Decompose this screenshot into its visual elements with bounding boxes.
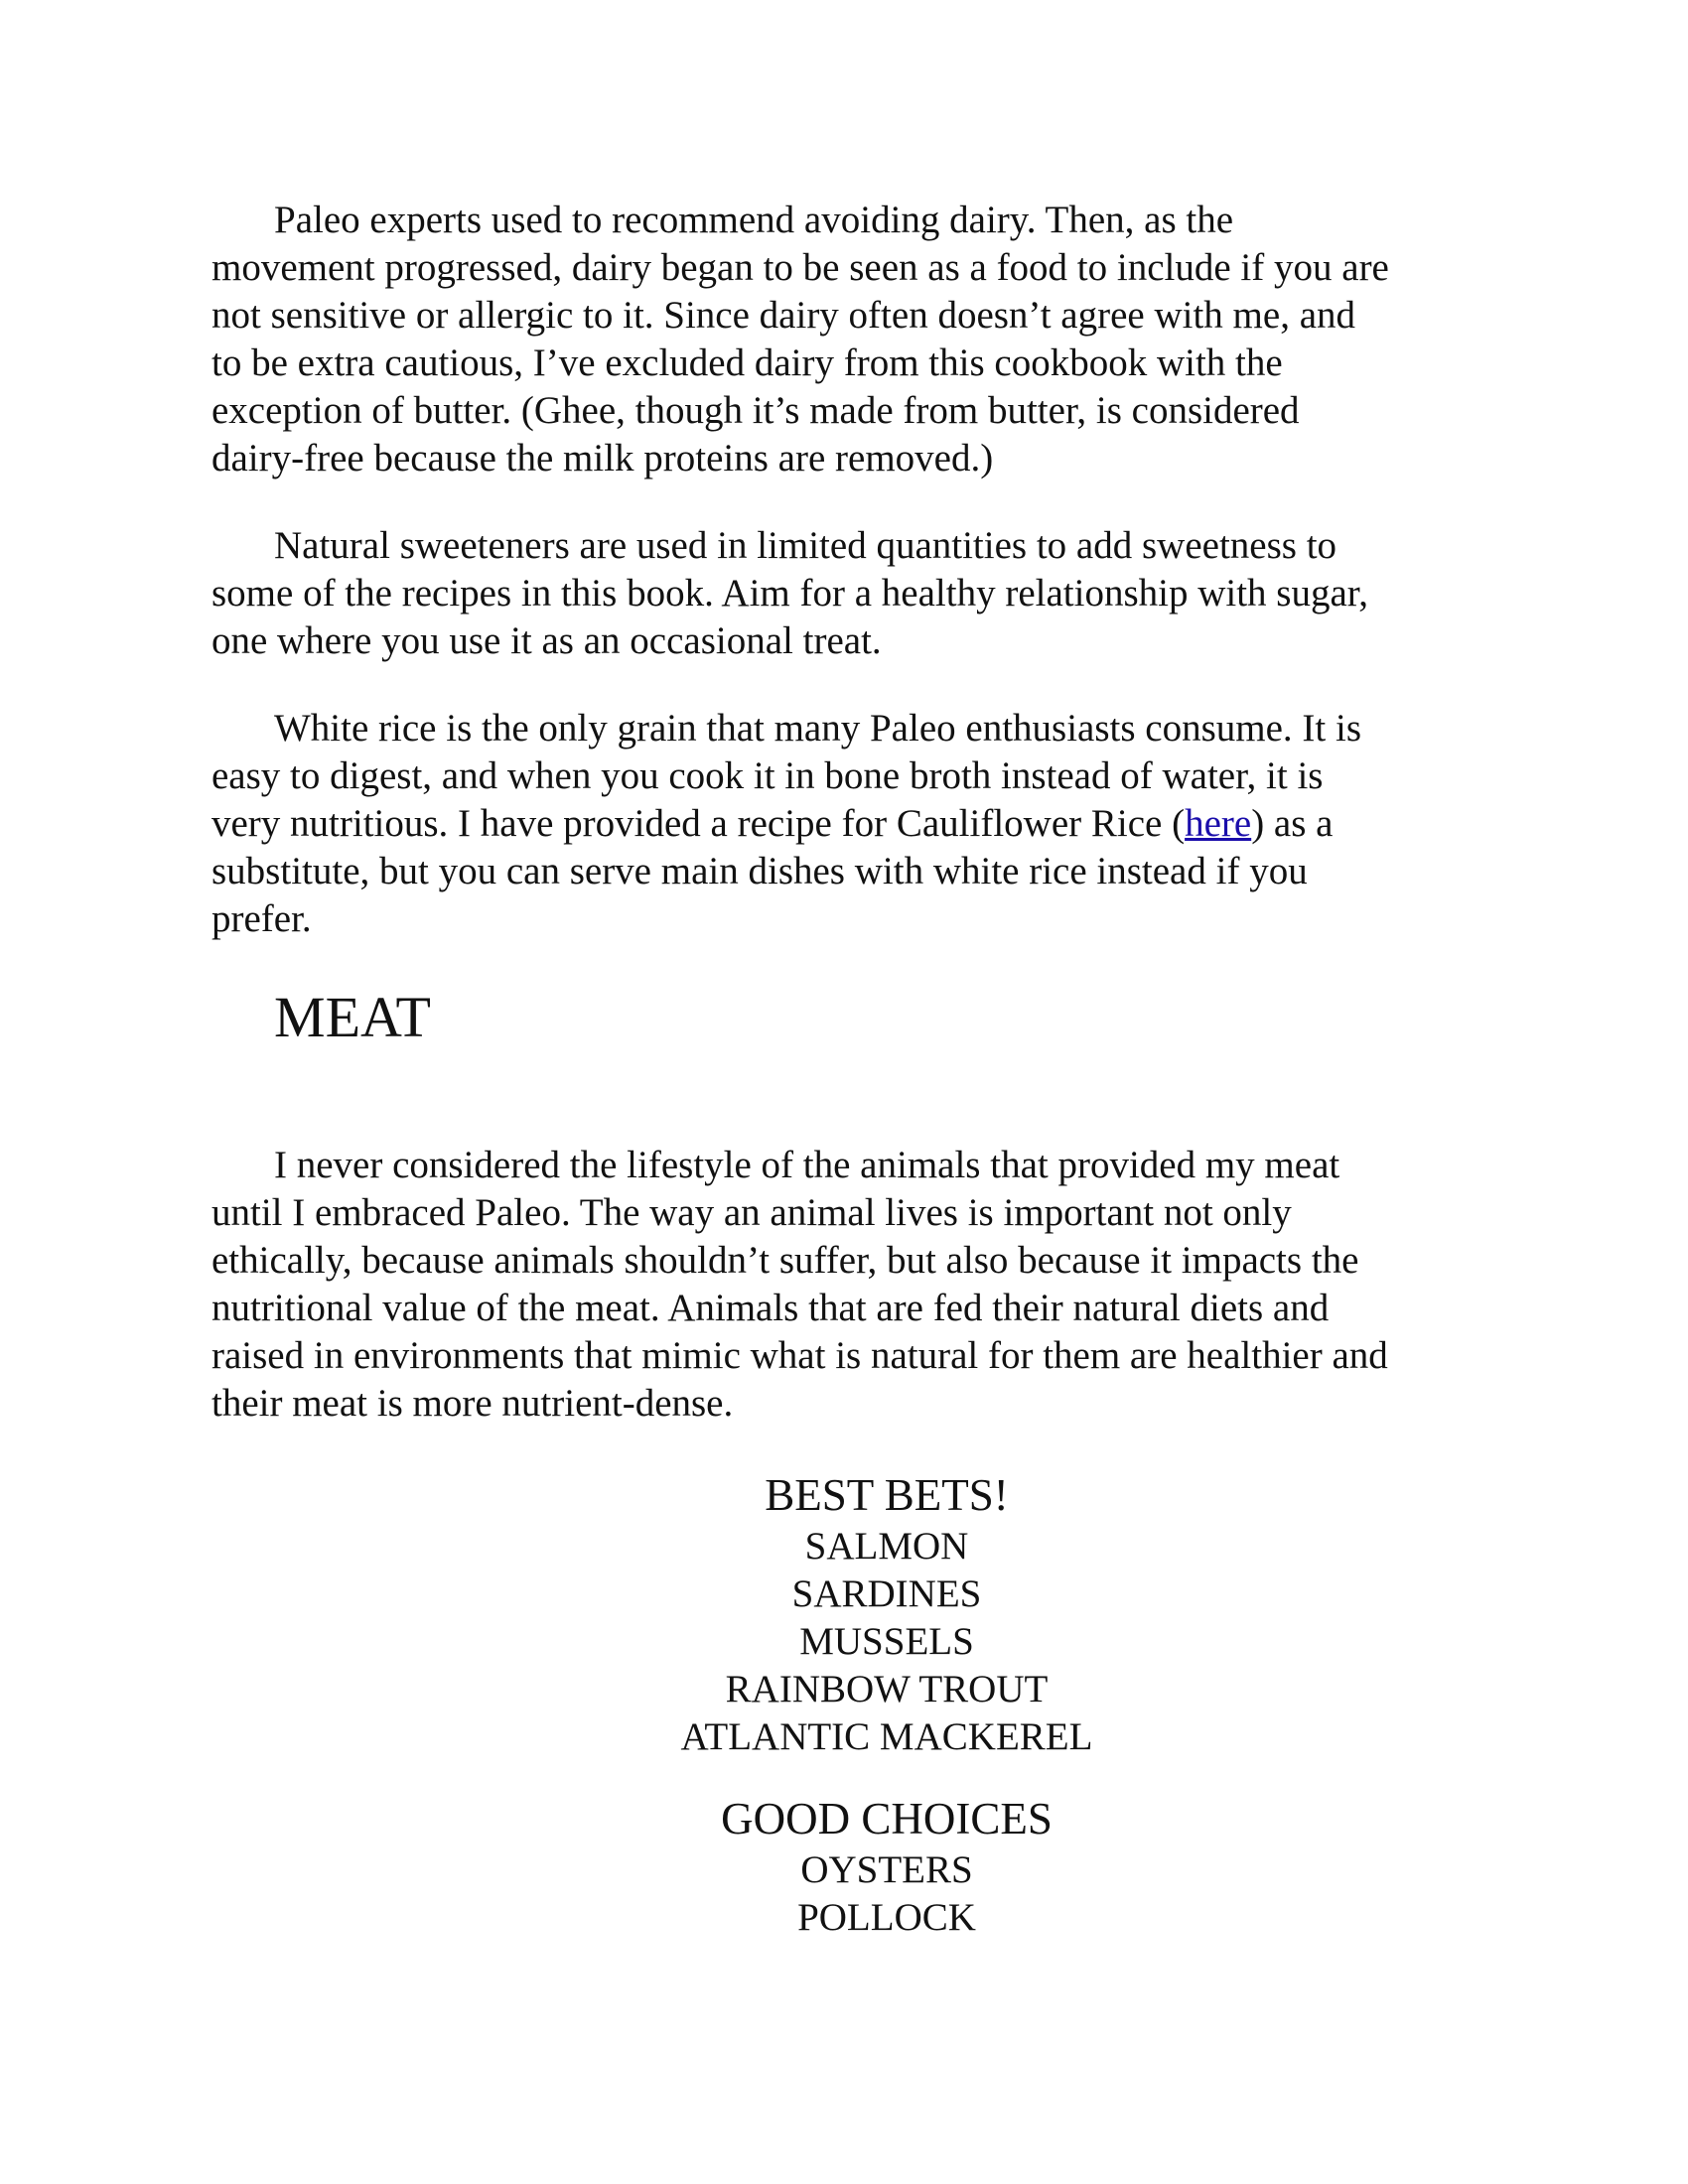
list-title: GOOD CHOICES — [721, 1794, 1053, 1843]
best-bets-list — [291, 1467, 1482, 1761]
paragraph-dairy — [211, 197, 1482, 482]
text-line: one where you use it as an occasional treat. — [211, 619, 882, 662]
section-heading-meat: MEAT — [274, 985, 431, 1049]
text-line: not sensitive or allergic to it. Since dairy often doesn’t agree with me, and — [211, 294, 1356, 337]
list-item: OYSTERS — [800, 1848, 973, 1891]
text-line: Natural sweeteners are used in limited quantities to add sweetness to — [274, 524, 1337, 567]
text-fragment: ) as a — [1251, 802, 1334, 845]
text-line: until I embraced Paleo. The way an animal lives is important not only — [211, 1191, 1292, 1234]
text-line: movement progressed, dairy began to be seen as a food to include if you are — [211, 246, 1389, 289]
text-line: prefer. — [211, 897, 312, 940]
text-line: some of the recipes in this book. Aim for a healthy relationship with sugar, — [211, 572, 1368, 614]
text-line: substitute, but you can serve main dishes with white rice instead if you — [211, 850, 1308, 892]
list-title: BEST BETS! — [765, 1470, 1009, 1520]
document-page — [211, 197, 1482, 1972]
list-item: MUSSELS — [799, 1620, 974, 1663]
text-line: I never considered the lifestyle of the animals that provided my meat — [274, 1144, 1340, 1186]
text-line: exception of butter. (Ghee, though it’s made from butter, is considered — [211, 389, 1300, 432]
text-line: Paleo experts used to recommend avoiding dairy. Then, as the — [274, 199, 1234, 241]
list-item: RAINBOW TROUT — [725, 1668, 1049, 1710]
text-fragment: very nutritious. I have provided a recipe for Cauliflower Rice ( — [211, 802, 1186, 845]
text-line: their meat is more nutrient-dense. — [211, 1382, 734, 1425]
text-line: dairy-free because the milk proteins are removed.) — [211, 437, 994, 479]
cauliflower-rice-link[interactable]: here — [1185, 802, 1252, 845]
text-line: nutritional value of the meat. Animals that are fed their natural diets and — [211, 1287, 1330, 1329]
text-line: White rice is the only grain that many Paleo enthusiasts consume. It is — [274, 707, 1362, 750]
list-item: SALMON — [804, 1525, 969, 1568]
text-line: to be extra cautious, I’ve excluded dairy from this cookbook with the — [211, 341, 1283, 384]
text-line: easy to digest, and when you cook it in bone broth instead of water, it is — [211, 754, 1324, 797]
paragraph-sweeteners — [211, 522, 1482, 665]
list-item: SARDINES — [791, 1572, 982, 1615]
good-choices-list — [291, 1791, 1482, 1942]
fish-recommendations — [211, 1467, 1482, 1942]
text-line: ethically, because animals shouldn’t suffer, but also because it impacts the — [211, 1239, 1359, 1282]
list-item: POLLOCK — [797, 1896, 976, 1939]
text-line: raised in environments that mimic what is natural for them are healthier and — [211, 1334, 1388, 1377]
paragraph-rice — [211, 705, 1482, 943]
text-line-with-link — [211, 800, 1482, 848]
list-item: ATLANTIC MACKEREL — [680, 1715, 1093, 1758]
paragraph-meat — [211, 1142, 1482, 1428]
